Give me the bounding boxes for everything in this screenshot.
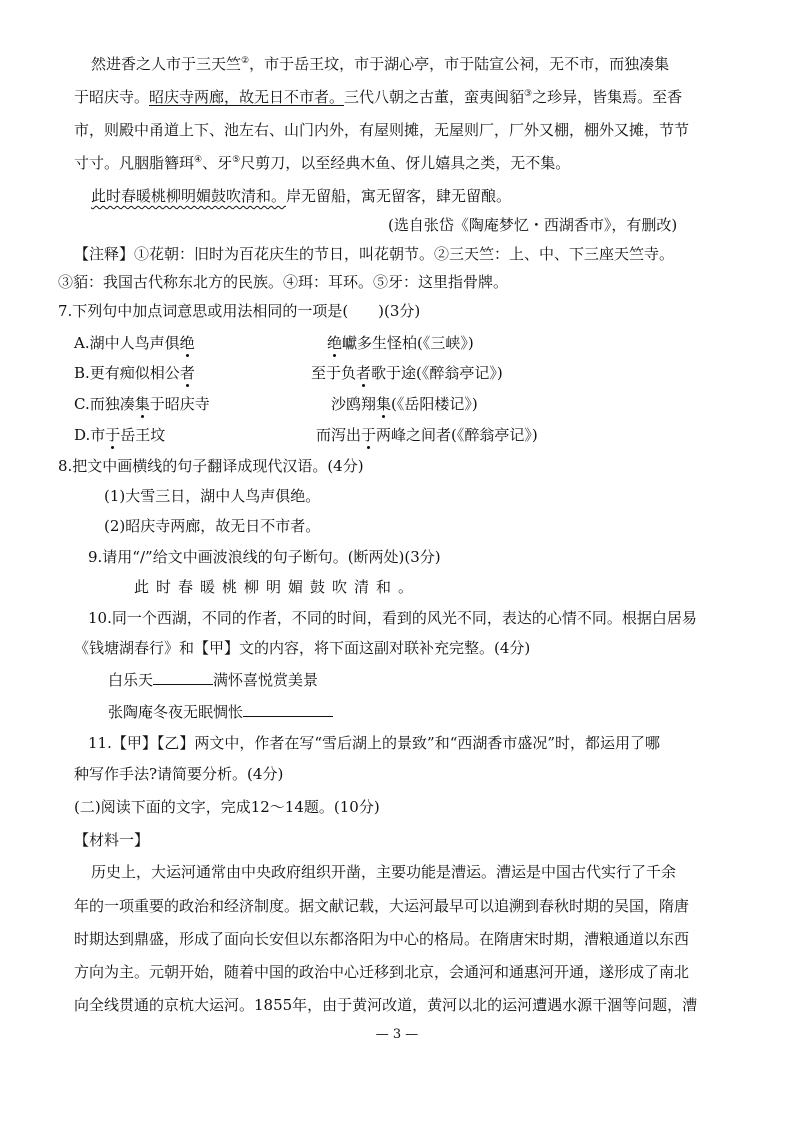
couplet-text: 白乐天 [108,671,154,689]
option-text: 两峰之间者(《醉翁亭记》) [376,426,538,444]
passage-text: ，市于岳王坟，市于湖心亭，市于陆宣公祠，无不市，而独凑集 [249,55,670,73]
passage-text: 寸寸。凡胭脂簪珥 [74,154,195,172]
q7-option-a-right [327,333,474,353]
question-8-stem: 8.把文中画横线的句子翻译成现代汉语。(4分) [58,457,364,475]
option-text: 歌于途(《醉翁亭记》) [371,364,503,382]
material-line-3: 时期达到鼎盛，形成了面向长安但以东都洛阳为中心的格局。在隋唐宋时期，漕粮通道以东西 [74,930,690,948]
dotted-word: 于 [361,426,377,444]
q8-item-1: (1)大雪三日，湖中人鸟声俱绝。 [104,487,321,505]
couplet-line-2 [108,701,333,722]
passage-text: 、牙 [202,154,233,172]
couplet-blank-1[interactable] [153,669,213,685]
footnote-marker: ② [241,56,250,66]
q7-option-c-right [331,394,478,414]
dotted-word: 者 [179,364,195,382]
passage-text: 于昭庆寺。 [74,88,150,106]
q7-option-c-left [74,394,210,414]
dotted-word: 集 [376,395,392,413]
material-line-2: 年的一项重要的政治和经济制度。据文献记载，大运河最早可以追溯到春秋时期的吴国，隋唐 [74,897,690,915]
option-text: 于昭庆寺 [149,395,210,413]
q7-option-a-left [74,333,195,353]
q7-option-b-left [74,363,195,383]
page-number: — 3 — [375,1027,419,1042]
option-text: (《岳阳楼记》) [391,395,478,413]
question-11-stem-1: 11.【甲】【乙】两文中，作者在写“雪后湖上的景致”和“西湖香市盛况”时，都运用了哪 [88,734,661,752]
option-text: 更有痴似相公 [89,364,180,382]
notes-line-2: ③貊：我国古代称东北方的民族。④珥：耳环。⑤牙：这里指骨牌。 [58,273,509,291]
couplet-text: 张陶庵冬夜无眠惆怅 [108,703,244,721]
dotted-word: 于 [105,426,121,444]
q8-item-2: (2)昭庆寺两廊，故无日不市者。 [104,517,321,535]
section-2-heading: (二)阅读下面的文字，完成12～14题。(10分) [74,798,380,816]
passage-source: (选自张岱《陶庵梦忆・西湖香市》，有删改) [388,216,678,234]
question-11-stem-2: 种写作手法?请简要分析。(4分) [74,765,284,783]
material-line-1: 历史上，大运河通常由中央政府组织开凿，主要功能是漕运。漕运是中国古代实行了千余 [91,863,677,881]
couplet-text: 满怀喜悦赏美景 [213,671,319,689]
option-text: 市 [90,426,106,444]
question-7-stem: 7.下列句中加点词意思或用法相同的一项是( )(3分) [58,302,421,320]
option-text: 湖中人鸟声俱 [89,334,180,352]
option-text: 岳王坟 [120,426,166,444]
underlined-sentence: 昭庆寺两廊，故无日不市者。 [149,88,345,106]
passage-text: 然进香之人市于三天竺 [91,55,242,73]
dotted-word: 绝 [179,334,195,352]
option-text: 而泻出 [316,426,362,444]
couplet-blank-2[interactable] [243,701,333,717]
material-line-4: 方向为主。元朝开始，随着中国的政治中心迁移到北京，会通河和通惠河开通，遂形成了南北 [74,963,690,981]
passage-line-1 [91,54,669,74]
q7-option-d-left [74,425,165,445]
question-10-stem-1: 10.同一个西湖，不同的作者，不同的时间，看到的风光不同，表达的心情不同。根据白居易 [88,609,697,627]
option-letter: C. [74,395,90,413]
option-text: 巘多生怪柏(《三峡》) [342,334,474,352]
dotted-word: 绝 [327,334,343,352]
dotted-word: 者 [356,364,372,382]
option-letter: D. [74,426,91,444]
option-letter: A. [74,334,90,352]
option-text: 至于负 [311,364,357,382]
passage-text: 尺剪刀，以至经典木鱼、伢儿嬉具之类，无不集。 [240,154,571,172]
option-text: 沙鸥翔 [331,395,377,413]
option-text: 而独凑 [89,395,135,413]
notes-line-1: 【注释】①花朝：旧时为百花庆生的节日，叫花朝节。②三天竺：上、中、下三座天竺寺。 [74,245,675,263]
q9-sentence: 此时春暖桃柳明媚鼓吹清和。 [134,578,421,596]
passage-line-5 [91,186,511,206]
material-line-5: 向全线贯通的京杭大运河。1855年，由于黄河改道，黄河以北的运河遭遇水源干涸等问题，漕 [74,996,698,1014]
q7-option-d-right [316,425,538,445]
dotted-word: 集 [134,395,150,413]
q7-option-b-right [311,363,503,383]
footnote-marker: ③ [524,89,533,99]
passage-line-3: 市，则殿中甬道上下、池左右、山门内外，有屋则摊，无屋则厂，厂外又棚，棚外又摊，节节 [74,121,690,139]
passage-text: 岸无留船，寓无留客，肆无留酿。 [286,187,512,205]
wavy-underlined-sentence: 此时春暖桃柳明媚鼓吹清和。 [91,187,287,205]
passage-text: 之珍异，皆集焉。至香 [532,88,683,106]
option-letter: B. [74,364,90,382]
footnote-marker: ④ [194,155,203,165]
material-1-label: 【材料一】 [74,831,150,849]
passage-line-2 [74,87,682,107]
passage-line-4 [74,153,570,173]
question-10-stem-2: 《钱塘湖春行》和【甲】文的内容，将下面这副对联补充完整。(4分) [74,639,531,657]
footnote-marker: ⑤ [232,155,241,165]
passage-text: 三代八朝之古董，蛮夷闽貊 [344,88,525,106]
question-9-stem: 9.请用“/”给文中画波浪线的句子断句。(断两处)(3分) [88,548,441,566]
couplet-line-1 [108,669,318,690]
